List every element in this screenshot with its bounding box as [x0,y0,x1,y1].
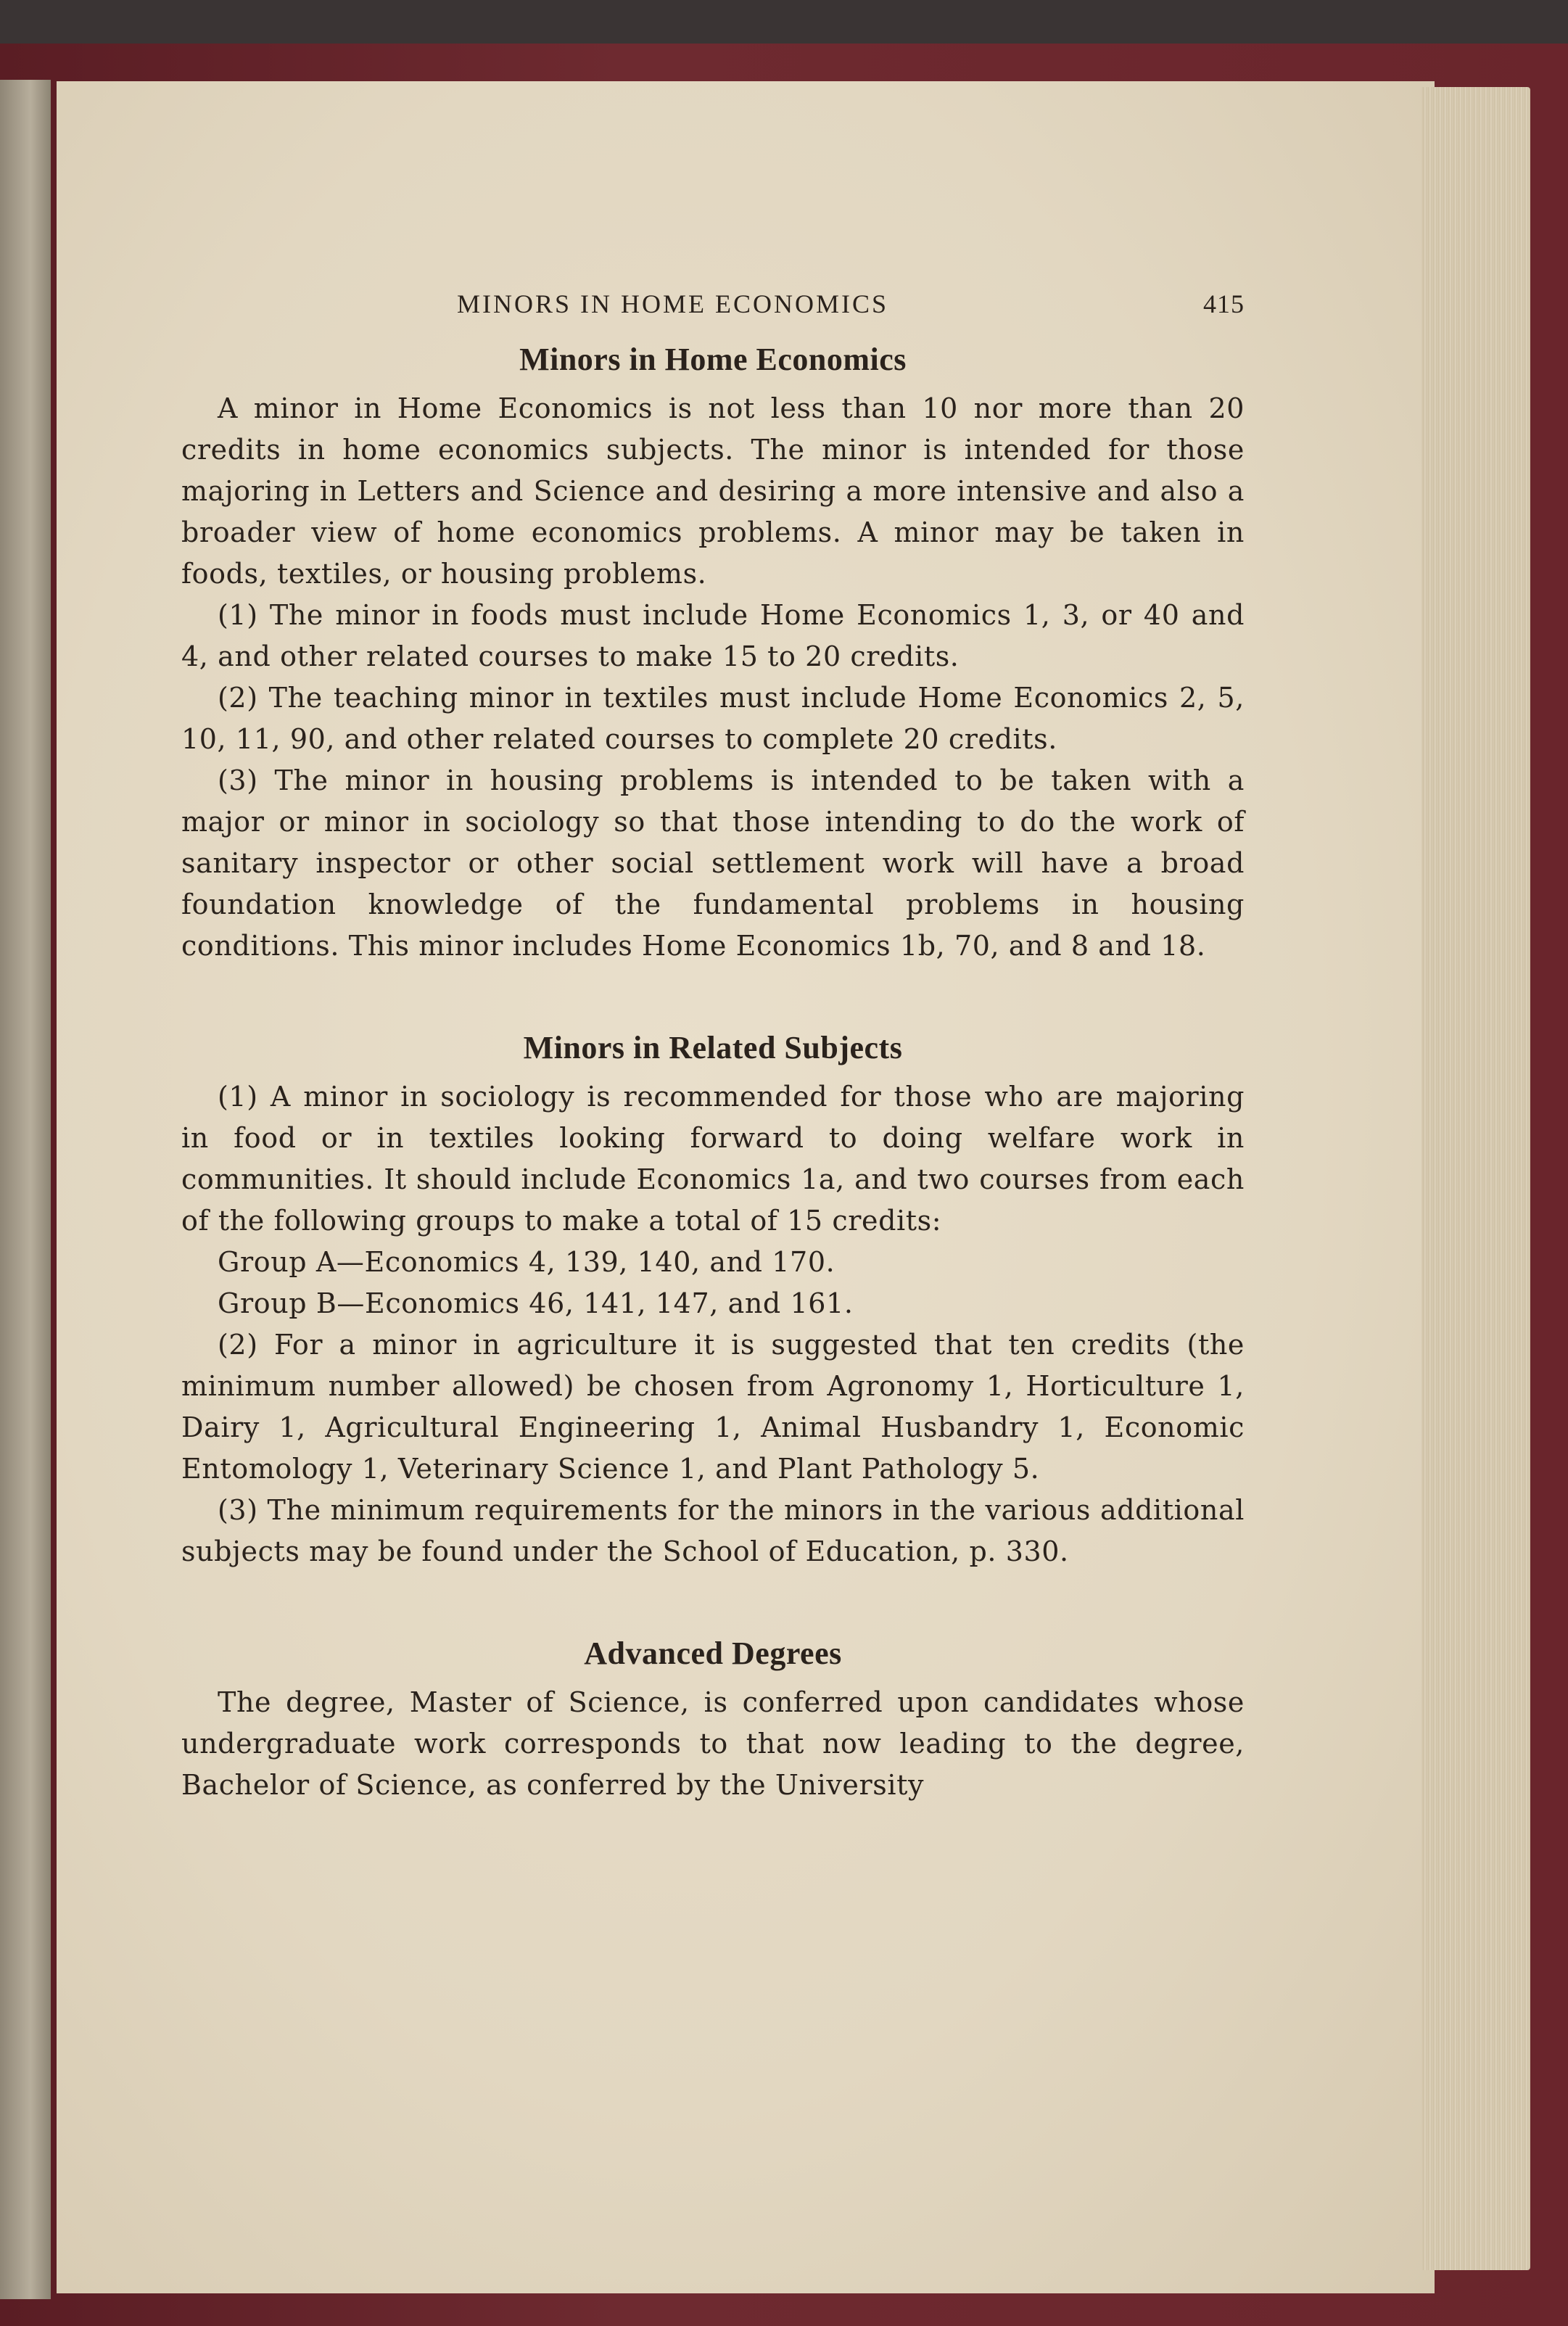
section-heading: Minors in Home Economics [519,342,907,377]
paragraph: (3) The minor in housing problems is intended to be taken with a major or minor in sociology so that those intending to do the work of sanitary inspector or other social settlement work will have a broad foundation knowledge of the fundamental problems in housing conditions. This minor includes Home Economics 1b, 70, and 8 and 18. [181,764,1245,962]
paragraph: (2) For a minor in agriculture it is suggested that ten credits (the minimum number allowed) be chosen from Agronomy 1, Horticulture 1, Dairy 1, Agricultural Engineering 1, Animal Husbandry 1, Economic Entomology 1, Veterinary Science 1, and Plant Pathology 5. [181,1329,1245,1485]
group-line: Group A—Economics 4, 139, 140, and 170. [218,1246,835,1278]
page-number: 415 [1203,289,1245,318]
running-head [181,276,1245,319]
section-heading: Minors in Related Subjects [523,1030,903,1065]
running-head-title: MINORS IN HOME ECONOMICS [457,289,889,318]
left-page-edge [0,80,51,2299]
paragraph: (1) A minor in sociology is recommended for those who are majoring in food or in textiles looking forward to doing welfare work in communities. It should include Economics 1a, and two courses from each of the following groups to make a total of 15 credits: [181,1081,1245,1237]
paragraph: The degree, Master of Science, is conferred upon candidates whose undergraduate work corresponds to that now leading to the degree, Bachelor of Science, as conferred by the University [181,1686,1245,1801]
paragraph: (2) The teaching minor in textiles must include Home Economics 2, 5, 10, 11, 90, and other related courses to complete 20 credits. [181,682,1245,755]
paragraph: (3) The minimum requirements for the minors in the various additional subjects may be found under the School of Education, p. 330. [181,1494,1245,1567]
paragraph: (1) The minor in foods must include Home Economics 1, 3, or 40 and 4, and other related courses to make 15 to 20 credits. [181,599,1245,672]
group-line: Group B—Economics 46, 141, 147, and 161. [218,1287,854,1319]
section-heading: Advanced Degrees [584,1636,842,1671]
page-stack-edge [1421,87,1530,2270]
page-text [181,276,1245,1806]
paragraph: A minor in Home Economics is not less than 10 nor more than 20 credits in home economics subjects. The minor is intended for those majoring in Letters and Science and desiring a more intensive and also a broader view of home economics problems. A minor may be taken in foods, textiles, or housing problems. [181,392,1245,590]
